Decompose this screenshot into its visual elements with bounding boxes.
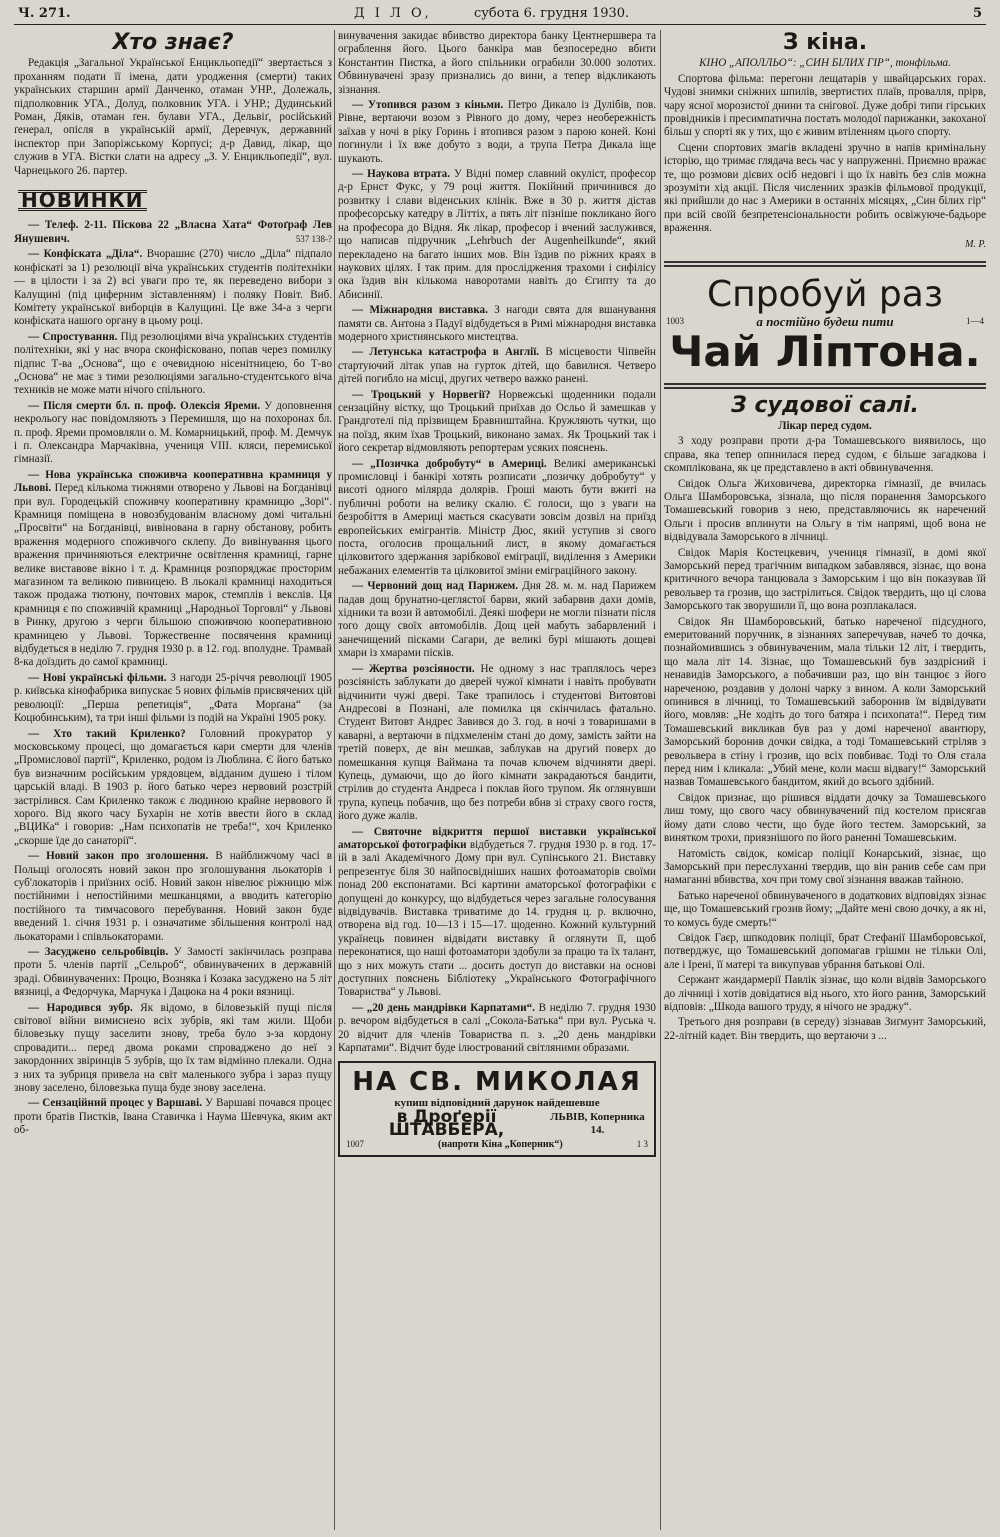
news-item-text: відбудеться 7. грудня 1930 р. в год. 17-ій в залі Академічного Дому при вул. Супінського 21. Виставку репрезентує біля 30 найпосвідніших наших фотоаматорів своїми понад 200 експонатами. Всі картини аматорської фотографіки є допущені до конкурсу, що відбудеться через загальне голосування відвідувачів. Виставка триватиме до 14. грудня ц. р. включно, отворена від год. 10—13 і 15—17. щоденно. Кожний культурний українець повинен відвідати виставку й оглянути її, щоб переконатися, що наші фотоаматори здобули за працю та їх талант, що з них можуть стати ... досить доступ до виставки на основі доступних пояснень Бібліотеку „Українського Фотографічного Товариства“ у Львові. <box>338 838 656 999</box>
ad-shop: в Дроґерії ШТАВБЕРА, <box>388 1106 505 1141</box>
ad-slogan: а постійно будеш пити <box>756 314 894 330</box>
news-item-text: У Відні помер славний окуліст, професор д-р Ернст Фукс, у 79 році життя. Покійний причинився до розвитку і слави віденських клінік. Вже в 30 р. життя дістав професорську катедру в Літтіх, а пять літ пізніше покликано його на професора до Відня. Як лікар, професор і вчений заслужився, що написав підручник „Lehrbuch der Augenheilkunde“, який перекладено на багато інших мов. Він їздив по ріжних краях в наукових цілях. І так прим. для прослідження трахоми і сифілісу ока їздив він кількома наворотами навіть до Єгипту та до Абисинії. <box>338 168 656 301</box>
news-item <box>338 389 656 456</box>
news-item <box>14 469 332 670</box>
news-item-text: Не одному з нас траплялось через розсіяність заблукати до дверей чужої кімнати і навіть пробувати відчинити чужі двері. Таке трапилось і студентові Витовтові Андресові в Познані, але помилка ця скінчилась фатально. Студент Витовт Андрес Завився до 3. год. в ночі з товаришами в каварні, а вертаючи в підхмеленім стані до дому, замість зайти на третій поверх, де він мешкав, заблукав на другий поверх до помешкання купця Ваймана та почав ключем відчиняти двері. Купець, думаючи, що до його кімнати закрадаються бандити, стрілив до студента Андреса і поклав його трупом. Як оглянувши трупа, купець побачив, що без потреби вбив зі страху свого гостя, його дуже жалів. <box>338 662 656 823</box>
news-item <box>338 346 656 386</box>
news-item <box>14 1002 332 1096</box>
article-heading: З судової салі. <box>731 392 919 418</box>
news-item-title: — Засуджено сельробівців. <box>28 946 169 958</box>
news-item <box>14 219 332 246</box>
news-item-title: — Нова українська споживча кооперативна крамниця у Львові. <box>14 468 332 495</box>
column-3 <box>664 30 986 1530</box>
news-item <box>14 946 332 1000</box>
article-paragraph: Сцени спортових змагів вкладені зручно в напів кримінальну історію, що тримає глядача весь час у напруженні. Приємно вражає те, що розмови дієвих осіб недовгі і що їх навіть без слів можна зрозуміти хід акції. Після численних зразків фільмової продукції, які прийшли до нас з Америки в останніх місяцях, „Син білих гір“ при всій своїй безпретенсіональности робить освіжуюче-бадьоре враження. <box>664 141 986 235</box>
news-item-title: — Летунська катастрофа в Англії. <box>352 346 540 359</box>
article-paragraph: З ходу розправи проти д-ра Томашевського виявилось, що справа, яка тепер опинилася перед судом, є більше загадкова і скомплікована, як це представлено в акті обвинувачення. <box>664 435 986 475</box>
news-item-text: Під резолюціями віча українських студентів політехніки, які у нас вчора сконфісковано, попав через помилку підпис Т-ва „Основа“, що є очевидною нісенітницею, бо Т-во „Основа“ не має з тими резолюціями загально-студентського віча техників не може мати нічого спільного. <box>14 330 332 397</box>
page-number: 5 <box>972 6 982 21</box>
issue-date: субота 6. грудня 1930. <box>474 6 630 21</box>
news-item <box>338 580 656 660</box>
news-list <box>14 219 332 1137</box>
article-paragraph: Свідок Ольга Жиховичева, директорка гімназії, де вчилась Ольга Шамборовська, зізнала, що після поранення Заморського Томашевський говорив з нею, представляючись як наречений Ольги і просив вплинути на Ольгу в тім напрямі, щоб вона не відвідувала Заморського в лічниці. <box>664 477 986 544</box>
advertisement-staubera <box>338 1061 656 1157</box>
article-paragraph: Свідок Гаєр, шпкодовик поліції, брат Стефанії Шамборовської, потверджує, що Томашевський допомагав грішми не тільки Олі, але і Ірені, її матері та викупував убрання батькові Олі. <box>664 931 986 971</box>
article-paragraph: Свідок Марія Костецкевич, учениця гімназії, в домі якої Заморський перед трагічним випадком забавлявся, зізнає, що вона критичного вечора танцювала з Заморським і що він показував їй револьвер та грозив, що застрілиться. Свідок твердить, що ці слова Заморського так зворушили її, що вона розплакалася. <box>664 546 986 613</box>
court-report <box>664 435 986 1043</box>
news-item-title: — Наукова втрата. <box>352 168 450 181</box>
news-item-title: — Червоний дощ над Парижем. <box>352 580 518 593</box>
ad-line: купиш відповідний дарунок найдешевше <box>394 1097 600 1110</box>
news-item-text: З нагоди 25-річчя революції 1905 р. київська кінофабрика випускає 5 нових фільмів присвячених цій революції: „Перша репетиція“, „Фата Морґана“ (за Коцюбинським), та три інші фільми із подій на Україні 1905 року. <box>14 671 332 725</box>
ad-code: 1007 <box>346 1138 364 1149</box>
news-item-text: У Замості закінчилась розправа проти 5. членів партії „Сельроб“, обвинувачених в державній зраді. Обвинувачених: Процю, Возняка і Козака засуджено на 5 літ вязниці, а Федорчука, Марчука і Дацюка на 4 роки вязниці. <box>14 946 332 999</box>
news-item-text: Перед кількома тижнями отворено у Львові на Богданівці при вул. Городецькій споживчу кооперативну крамницю „Зорі“. Крамниця поміщена в новозбудованім власному домі читальні „Просвіти“ на Богданівці, вивінована в гарну обстанову, робить враження модерного споживчого склепу. До вивінування цього враження причиняються електричне освітлення крамниці, гарне велике виставове вікно і т. д. Крамниця розпоряджає просторим магазином та великою пивницею. В льокалі крамниці находиться також продажа тютюну, почтових марок, стемплів і векслів. Ця крамниця є по споживчій крамниці „Народньої Торговлі“ у Львові в Ринку, другою з черги більшою споживчою кооперативною крамницею у Львові. Торжественне посвячення крамниці відбудеться в неділю 7. грудня 1930 р. в 12. год. вполудне. Трамвай 8-ка доїздить до самої крамниці. <box>14 482 332 669</box>
news-item-title: — Святочне відкриття першої виставки української аматорської фотографіки <box>338 825 656 851</box>
ad-headline: Спробуй раз <box>707 274 943 316</box>
news-item <box>14 331 332 398</box>
news-item-title: — Міжнародня виставка. <box>352 304 488 317</box>
news-item-text: У Варшаві почався процес проти братів Пистків, Івана Ставичка і Наума Шевчука, яким акт об- <box>14 1097 332 1137</box>
news-item-title: — Хто такий Криленко? <box>28 727 186 740</box>
news-item-text: В найближчому часі в Польщі оголосять новий закон про зголошування льокаторів і суб'локаторів і приїзних осіб. Новий закон нівелює ріжницю між постійними і непостійними мешканцями, а вводить категорію постійного та тимчасового перебування. Новий закон буде введений 1. січня 1931 р. і означатиме збільшення контролі над льокаторами і співльокаторами. <box>14 850 332 943</box>
news-item-text: — Телеф. 2-11. Піскова 22 „Власна Хата“ Фотоґраф Лев Янушевич. <box>14 219 332 245</box>
ad-code-right: 1—4 <box>965 316 984 327</box>
news-item <box>14 672 332 726</box>
news-item <box>338 826 656 1000</box>
news-item-text: В неділю 7. грудня 1930 р. вечором відбудеться в салі „Сокола-Батька“ при вул. Руська ч. 20 відчит для членів Товариства п. з. „20 день мандрівки Карпатами“. Відчит буде ілюстрований світляними образами. <box>338 1001 656 1055</box>
news-item <box>338 99 656 166</box>
news-item-text: В місцевости Чіпвейн стартуючий літак упав на гурток дітей, що бавилися. Четверо дітей погибло на місці, других четверо важко ранені. <box>338 346 656 386</box>
ad-headline: НА СВ. МИКОЛАЯ <box>352 1067 642 1098</box>
paper-title: Д І Л О, <box>354 6 432 21</box>
ad-code: 537 138-? <box>295 233 332 244</box>
article-heading: Хто знає? <box>112 30 234 55</box>
article-paragraph: Редакція „Загальної Української Енцикльопедії“ звертається з проханням подати її імена, дати уродження (смерти) таких українських старшин армії Данченко, отаман УНР., Долежаль, підполковник УГА., Долуд, полковник УГА. і УНР.; Дудинський Роман, Дяків, отаман ґен. булави УГА., Дельвіґ, російський ґенерал, опісля в українській армії, Деревчук, державний інспектор при Запоріжському Корпусі; д-р Давид, лікар, що служив в УГА. Вістки слати на адресу „З. У. Енцикльопедії“, вул. Чарнецького 26. партер. <box>14 57 332 177</box>
news-item-text: Петро Дикало із Дулібів, пов. Рівне, вертаючи возом з Рівного до дому, через необережність заїхав у ночі в ріку Горинь і втопився разом з парою коней. Коні погинули і їх вже добуто з води, а трупа Петра Дикала іще шукають. <box>338 99 656 165</box>
ad-brand: Чай Ліптона. <box>669 326 981 376</box>
news-item-text: Вчорашнє (270) число „Діла“ підпало конфіскаті за 1) резолюції віча українських студентів політехніки — в цілости і за 2) всі уваги про те, як переведено вибори з Калущині (під циферним зіставленням) і поляку Повіт. Виб. Комітету української виборців в Калущині. Це вже 34-а з черги конфіската нашого органу в цьому році. <box>14 248 332 328</box>
news-list <box>338 99 656 1055</box>
ad-note: (напроти Кіна „Коперник“) <box>438 1138 563 1150</box>
author-signature: М. Р. <box>965 238 986 250</box>
article-paragraph: Батько нареченої обвинуваченого в додаткових відповідях зізнає ще, що Томашевський грозив йому; „Дайте мені свою дочку, а як ні, то комусь буде смерть!“ <box>664 889 986 929</box>
news-item <box>338 663 656 824</box>
news-item-text: Дня 28. м. м. над Парижем падав дощ брунатно-цеглястої барви, який забарвив дахи домів, хідники та вози й автомобілі. Деякі шофери не могли пізнати після того дощу своїх автомобілів. Дощ цей мабуть забарвлений і занечищений пісками Сагари, де великі бурі мішають дощеві хмари із хмарами пісків. <box>338 580 656 660</box>
column-divider <box>334 30 335 1530</box>
news-item <box>14 850 332 944</box>
article-heading: З кіна. <box>782 30 868 55</box>
news-item-title: — „20 день мандрівки Карпатами“. <box>352 1001 535 1014</box>
ad-address: ЛЬВІВ, Коперника 14. <box>550 1110 645 1137</box>
news-item-title: — Утопився разом з кіньми. <box>352 99 504 112</box>
masthead-line <box>14 2 986 25</box>
issue-number: Ч. 271. <box>18 6 71 21</box>
article-paragraph: Третього дня розправи (в середу) зізнавав Зиґмунт Заморський, 22-літній кадет. Він твердить, що вертаючи з ... <box>664 1016 986 1042</box>
news-item <box>14 400 332 467</box>
column-1 <box>14 30 332 1530</box>
news-item <box>338 168 656 302</box>
advertisement-lipton <box>664 261 986 388</box>
news-item-title: — Народився зубр. <box>28 1001 133 1014</box>
ad-code: 1003 <box>666 316 684 327</box>
news-item-text: Великі американські промисловці і банкірі хотять розписати „позичку добробуту“ у висоті одного мілярда долярів. Гроші мають бути вжиті на публичні роботи на велику скалю. Є голоси, що з уваги на безробіття в Америці мається скасувати зовсім дозвіл на приїзд европейських емігрантів. Міністр Дюс, який уступив зі свого поста, оголосив прощальний лист, в якому домагається цілковитого здержання зарібкової еміграції, виділення з Америки небажаних елементів та цілковитої зміни еміграційного закону. <box>338 457 656 577</box>
section-heading-news: НОВИНКИ <box>18 190 147 211</box>
article-paragraph: Спортова фільма: перегони лещатарів у швайцарських горах. Чудові знимки сніжних шпилів, звертистих плаїв, провалля, прірв, чару ясної морозистої днини та снігової. Дуже добрі типи гірських провідників і пресимпатична постать молодої парижанки, закоханої більш у спорті як у тих, що є живим втіленням цього спорту. <box>664 72 986 139</box>
news-item <box>338 304 656 344</box>
column-2 <box>338 30 656 1530</box>
ad-code-right: 1 3 <box>636 1138 648 1149</box>
news-item <box>14 248 332 328</box>
news-item <box>14 728 332 849</box>
news-item-title: — Спростування. <box>28 330 118 343</box>
news-item-title: — Сензаційний процес у Варшаві. <box>28 1097 202 1110</box>
news-item-title: — Троцький у Норвегії? <box>352 388 491 401</box>
article-subheading: Лікар перед судом. <box>778 419 872 432</box>
article-paragraph: Натомість свідок, комісар поліції Конарський, зізнає, що Заморський при переслуханні твердив, що він ранив себе сам при намаганні вбивства, хоч при тому свої зізнання вважав тайною. <box>664 847 986 887</box>
news-item <box>338 1002 656 1056</box>
news-item-title: — „Позичка добробуту“ в Америці. <box>352 457 547 470</box>
column-divider <box>660 30 661 1530</box>
news-item-title: — Новий закон про зголошення. <box>28 850 209 863</box>
news-item-title: — Після смерти бл. п. проф. Олексія Яреми. <box>28 399 261 412</box>
film-title: КІНО „АПОЛЛЬО“: „СИН БІЛИХ ГІР“, тонфільма. <box>699 57 951 70</box>
article-paragraph: Сержант жандармерії Павлік зізнає, що коли відвів Заморського до лічниці і хотів довідатися від нього, хто його ранив, Заморський відповів: „Шкода вашого труду, я нічого не зраджу“. <box>664 974 986 1013</box>
news-item-title: — Нові українські фільми. <box>28 671 167 684</box>
article-paragraph: винувачення закидає вбивство директора банку Центнершвера та ограблення його. Цього банкіра мав безпосередно вбити Константин Пистка, а його спільники ограбили 30.000 золотих. Обвинувачені зразу признались до вини, а тепер відкликають зізнання. <box>338 30 656 96</box>
news-item-title: — Конфіската „Діла“. <box>28 248 143 261</box>
news-item-text: Як відомо, в біловезькій пущі після світової війни вимиснено всіх зубрів, які там жили. Щоби біловезьку пущу заселити знову, треба було з-за кордону спровадити... перед двома роками спроваджено до неї з закордонних звіринців 5 зубрів, що їх там відмінно плекали. Одна з них та зубриця привела на світ маленького зубра і зараз пущу знову заселено, біловезька пуща буде знову заселена. <box>14 1001 332 1095</box>
article-paragraph: Свідок признає, що рішився віддати дочку за Томашевського лиш тому, що свого часу обвинувачений під костелом присягав йому дати слово чести, що буде його тестем. Заморський, за винятком трохи, приязнішого по його раненні Томашевським. <box>664 791 986 845</box>
news-item-text: У доповнення некрольогу нас повідомляють з Перемишля, що на похоронах бл. п. проф. Яреми промовляли о. М. Комарницький, проф. М. Демчук і п. Олександра Марчаківна, учениця VIII. кляси, перемиської гімназії. <box>14 399 332 466</box>
news-item-text: З нагоди свята для вшанування памяти св. Антона з Падуї відбудеться в Римі міжнародня виставка модерного християнського мистецтва. <box>338 304 656 343</box>
news-item-text: Головний прокуратор у московському процесі, що домагається кари смерти для членів „Промислової партії“, Криленко, родом із Люблина. Є його батько був визначним російським урядовцем, відданим душею і тілом царській владі. В 1903 р. його батько через нервовий розстрій застрілився. Сам Криленко також є людиною крайне нервового й хорого. Від якого часу Бухарін не хотів ввести його в склад „ВЦИКа“ і говорив: „Нам психопатів не треба!“, хоч Криленко „скорше їде до санаторії“. <box>14 727 332 847</box>
news-item-text: Норвежські щоденники подали сензаційну вістку, що Троцький приїхав до Осльо й замешкав у Грандготелі під прізвищем Бравништайна. Кружляють чутки, що на поїзд, яким їхав Троцький, виконано замах. Як Троцький так і його секретар відмовляють репортерам усяких пояснень. <box>338 388 656 455</box>
article-paragraph: Свідок Ян Шамборовський, батько нареченої підсудного, емеритований поручник, в зізнаннях заперечував, начеб то дочка, познайомившись з обвинуваченим, мала тільки 12 літ, і твердить, що мала літ 14. Зізнає, що Томашевський був заздрісний і ненавидів Заморського, а побачивши раз, що він танцює з його нареченою, роздавив у долоні чарку з вином. А коли Заморський опинився в лічниці, то Томашевський заборонив їм відвідувати його, мовляв: „Не ходіть до того батяра і психопата!“. Перед тим Томашевський викликав був раз у домі нареченої авантюру, Заморський боронив дочки свідка, а тоді Томашевський стріляв з револьвера в стіну і грозив, що всіх повбиває. Тоді то Оля стала перед ним і кликала: „Убий мене, коли маєш відвагу!“ Заморський назвав Томашевського бандитом, який до всього здібний. <box>664 615 986 789</box>
news-item <box>14 1097 332 1137</box>
news-item <box>338 458 656 579</box>
news-item-title: — Жертва розсіяности. <box>352 662 475 675</box>
